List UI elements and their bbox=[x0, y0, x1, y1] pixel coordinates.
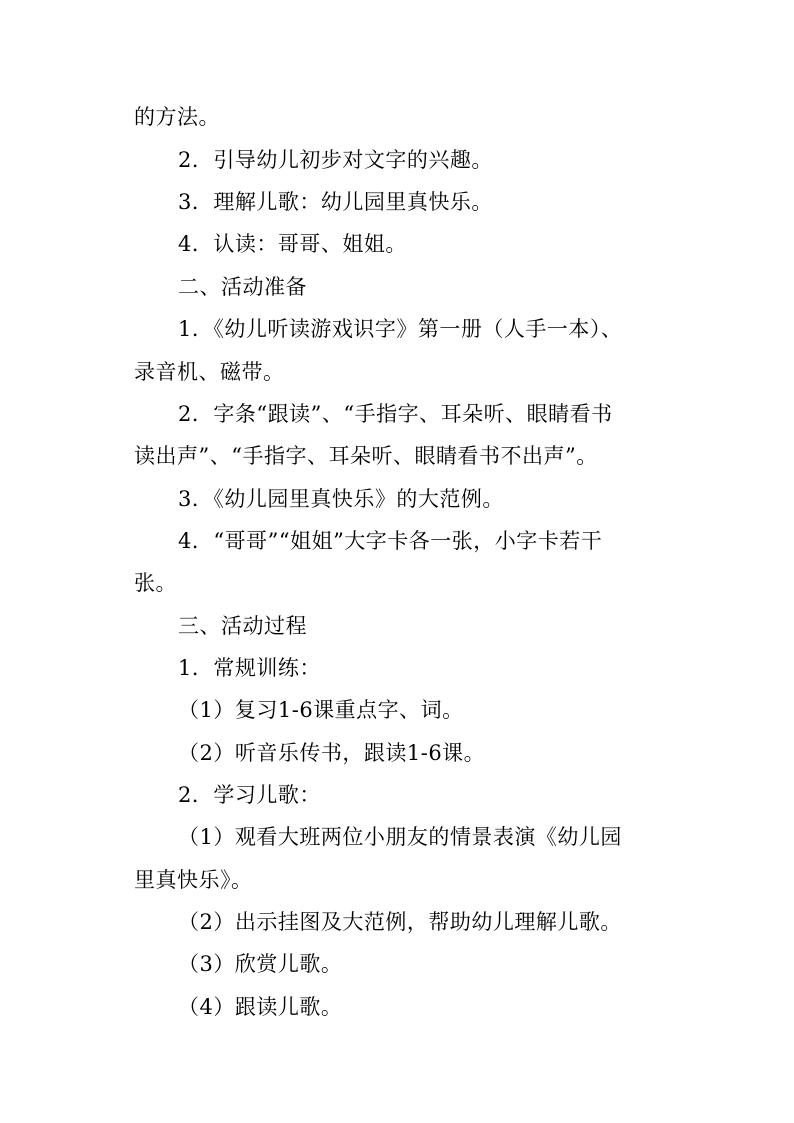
prep-item-1-continued: 录音机、磁带。 bbox=[134, 360, 285, 384]
goal-item-2: 2．引导幼儿初步对文字的兴趣。 bbox=[178, 148, 493, 172]
process-subitem-2-4: （4）跟读儿歌。 bbox=[178, 995, 343, 1019]
prep-item-1: 1．《幼儿听读游戏识字》第一册（人手一本）、 bbox=[178, 317, 623, 341]
section-heading-process: 三、活动过程 bbox=[178, 614, 307, 638]
prep-item-2-continued: 读出声”、“手指字、耳朵听、眼睛看书不出声”。 bbox=[134, 444, 598, 468]
section-heading-preparation: 二、活动准备 bbox=[178, 275, 307, 299]
prep-item-3: 3．《幼儿园里真快乐》的大范例。 bbox=[178, 487, 504, 511]
process-subitem-2-1-continued: 里真快乐》。 bbox=[134, 868, 253, 892]
process-subitem-1-1: （1）复习1-6课重点字、词。 bbox=[178, 698, 464, 722]
process-subitem-2-1: （1）观看大班两位小朋友的情景表演《幼儿园 bbox=[178, 825, 622, 849]
process-item-1: 1．常规训练： bbox=[178, 656, 321, 680]
process-subitem-2-3: （3）欣赏儿歌。 bbox=[178, 952, 343, 976]
prep-item-2: 2．字条“跟读”、“手指字、耳朵听、眼睛看书 bbox=[178, 402, 613, 426]
process-subitem-2-2: （2）出示挂图及大范例，帮助幼儿理解儿歌。 bbox=[178, 910, 622, 934]
process-item-2: 2．学习儿歌： bbox=[178, 783, 321, 807]
goal-item-3: 3．理解儿歌：幼儿园里真快乐。 bbox=[178, 190, 493, 214]
goal-item-4: 4．认读：哥哥、姐姐。 bbox=[178, 232, 407, 256]
process-subitem-1-2: （2）听音乐传书，跟读1-6课。 bbox=[178, 741, 486, 765]
text-line-continuation: 的方法。 bbox=[134, 105, 220, 129]
prep-item-4: 4．“哥哥”“姐姐”大字卡各一张，小字卡若干 bbox=[178, 529, 603, 553]
prep-item-4-continued: 张。 bbox=[134, 571, 177, 595]
